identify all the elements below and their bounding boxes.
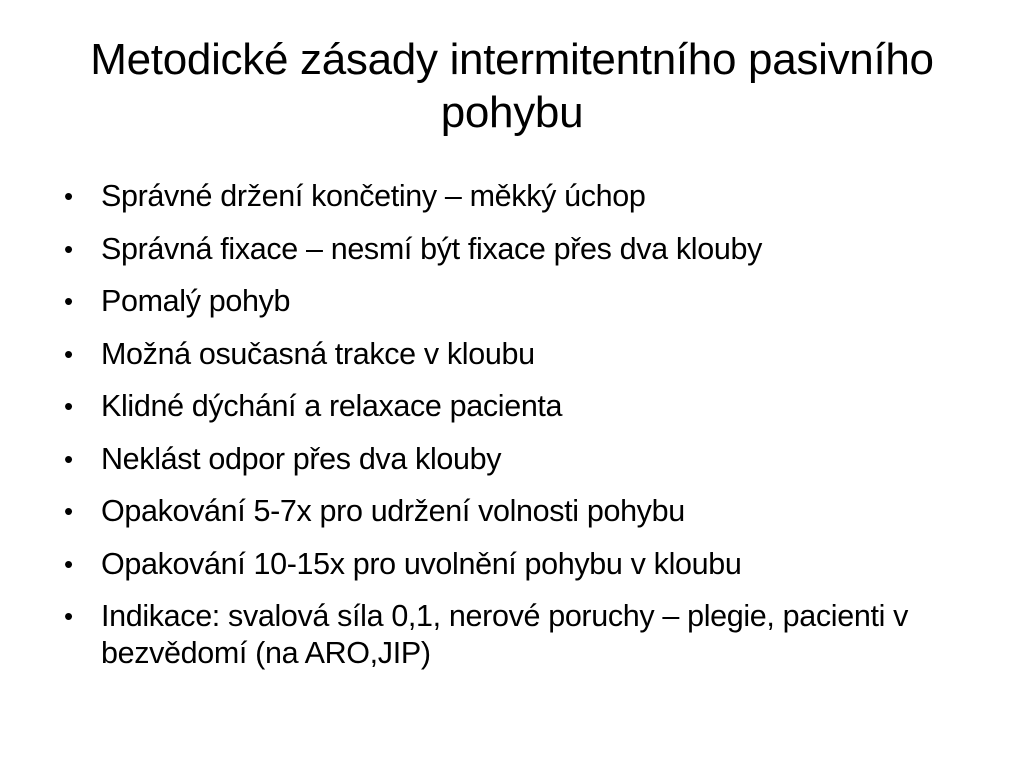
bullet-icon: •: [64, 181, 73, 211]
bullet-item: [60, 546, 970, 583]
bullet-icon: •: [64, 548, 73, 579]
bullet-item: [60, 441, 970, 478]
bullet-icon: •: [64, 338, 73, 369]
bullet-text: Správná fixace – nesmí být fixace přes dva klouby: [101, 231, 762, 266]
bullet-item: [60, 231, 970, 268]
bullet-text: Klidné dýchání a relaxace pacienta: [101, 389, 563, 423]
bullet-item: [60, 178, 970, 215]
bullet-text: Pomalý pohyb: [101, 284, 291, 318]
bullet-text: Možná osučasná trakce v kloubu: [101, 336, 535, 371]
bullet-item: [60, 493, 970, 530]
slide-title: Metodické zásady intermitentního pasivního pohybu: [90, 35, 934, 137]
bullet-icon: •: [64, 233, 73, 264]
bullet-text: Indikace: svalová síla 0,1, nerové poruchy – plegie, pacienti v bezvědomí (na ARO,JIP): [101, 599, 909, 670]
bullet-icon: •: [64, 443, 73, 474]
bullet-text: Opakování 5-7x pro udržení volnosti pohybu: [101, 494, 685, 528]
bullet-icon: •: [64, 601, 73, 631]
bullet-item: [60, 388, 970, 425]
bullet-list: [60, 178, 970, 688]
bullet-text: Správné držení končetiny – měkký úchop: [101, 179, 646, 213]
bullet-item: [60, 336, 970, 373]
bullet-text: Neklást odpor přes dva klouby: [101, 441, 502, 476]
bullet-icon: •: [64, 286, 73, 316]
bullet-text: Opakování 10-15x pro uvolnění pohybu v kloubu: [101, 546, 742, 581]
bullet-item: [60, 283, 970, 320]
bullet-icon: •: [64, 391, 73, 421]
bullet-item: [60, 598, 970, 672]
bullet-icon: •: [64, 496, 73, 526]
